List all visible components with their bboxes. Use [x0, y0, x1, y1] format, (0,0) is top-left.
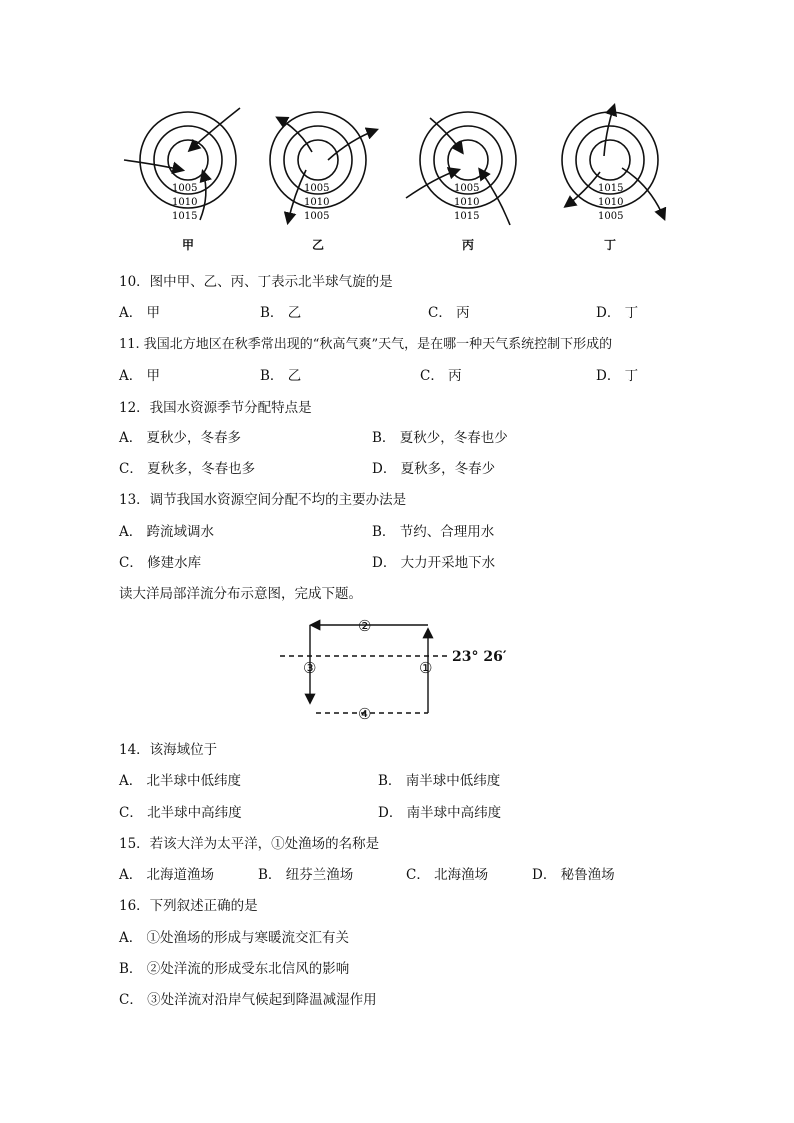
- question-11: 11. 我国北方地区在秋季常出现的“秋高气爽”天气，是在哪一种天气系统控制下形成的: [119, 337, 613, 352]
- current-label-3: ③: [303, 659, 317, 677]
- option-c[interactable]: C． 北海渔场: [406, 867, 489, 883]
- option-a[interactable]: A． 甲: [119, 305, 161, 321]
- isobar-label: 1015: [598, 183, 624, 194]
- option-c[interactable]: C． 丙: [428, 305, 470, 321]
- option-d[interactable]: D． 大力开采地下水: [372, 555, 496, 571]
- question-15: 15．若该大洋为太平洋，①处渔场的名称是: [119, 836, 380, 852]
- option-d[interactable]: D． 丁: [596, 368, 639, 384]
- isobar-label: 1015: [172, 211, 198, 222]
- option-b[interactable]: B． 南半球中低纬度: [378, 773, 501, 789]
- current-label-2: ②: [358, 617, 372, 635]
- isobar-label: 1010: [598, 197, 624, 208]
- diagram-caption: 丁: [604, 238, 617, 252]
- option-d[interactable]: D． 丁: [596, 305, 639, 321]
- option-c[interactable]: C． 丙: [420, 368, 462, 384]
- option-b[interactable]: B． 纽芬兰渔场: [258, 867, 354, 883]
- isobar-label: 1015: [454, 211, 480, 222]
- pressure-systems-figure: [0, 0, 794, 260]
- current-label-1: ①: [419, 659, 433, 677]
- option-c[interactable]: C． 夏秋多，冬春也多: [119, 461, 256, 477]
- option-b[interactable]: B． ②处洋流的形成受东北信风的影响: [119, 961, 350, 977]
- isobar-label: 1005: [454, 183, 480, 194]
- option-a[interactable]: A． ①处渔场的形成与寒暖流交汇有关: [119, 930, 350, 946]
- diagram-bing: [406, 112, 516, 225]
- option-a[interactable]: A． 北海道渔场: [119, 867, 215, 883]
- option-b[interactable]: B． 乙: [260, 368, 302, 384]
- isobar-label: 1005: [598, 211, 624, 222]
- option-c[interactable]: C． ③处洋流对沿岸气候起到降温减湿作用: [119, 992, 377, 1008]
- option-b[interactable]: B． 乙: [260, 305, 302, 321]
- option-b[interactable]: B． 节约、合理用水: [372, 524, 495, 540]
- option-a[interactable]: A． 跨流域调水: [119, 524, 215, 540]
- option-d[interactable]: D． 夏秋多，冬春少: [372, 461, 496, 477]
- option-d[interactable]: D． 南半球中高纬度: [378, 805, 502, 821]
- option-b[interactable]: B． 夏秋少，冬春也少: [372, 430, 508, 446]
- isobar-label: 1010: [172, 197, 198, 208]
- intro-text: 读大洋局部洋流分布示意图，完成下题。: [119, 586, 362, 602]
- question-14: 14．该海域位于: [119, 742, 218, 758]
- latitude-label: 23° 26′: [452, 649, 507, 665]
- isobar-label: 1005: [172, 183, 198, 194]
- option-c[interactable]: C． 修建水库: [119, 555, 202, 571]
- diagram-caption: 丙: [462, 238, 475, 252]
- isobar-label: 1010: [454, 197, 480, 208]
- isobar-label: 1010: [304, 197, 330, 208]
- option-a[interactable]: A． 甲: [119, 368, 161, 384]
- current-label-4: ④: [358, 705, 372, 723]
- question-13: 13．调节我国水资源空间分配不均的主要办法是: [119, 492, 407, 508]
- option-a[interactable]: A． 北半球中低纬度: [119, 773, 242, 789]
- isobar-label: 1005: [304, 211, 330, 222]
- ocean-current-figure: [260, 610, 560, 725]
- diagram-caption: 甲: [182, 238, 195, 252]
- option-a[interactable]: A． 夏秋少，冬春多: [119, 430, 242, 446]
- question-10: 10．图中甲、乙、丙、丁表示北半球气旋的是: [119, 274, 393, 290]
- question-12: 12．我国水资源季节分配特点是: [119, 400, 312, 416]
- question-16: 16．下列叙述正确的是: [119, 898, 258, 914]
- option-d[interactable]: D． 秘鲁渔场: [532, 867, 615, 883]
- option-c[interactable]: C． 北半球中高纬度: [119, 805, 242, 821]
- diagram-caption: 乙: [312, 238, 325, 252]
- isobar-label: 1005: [304, 183, 330, 194]
